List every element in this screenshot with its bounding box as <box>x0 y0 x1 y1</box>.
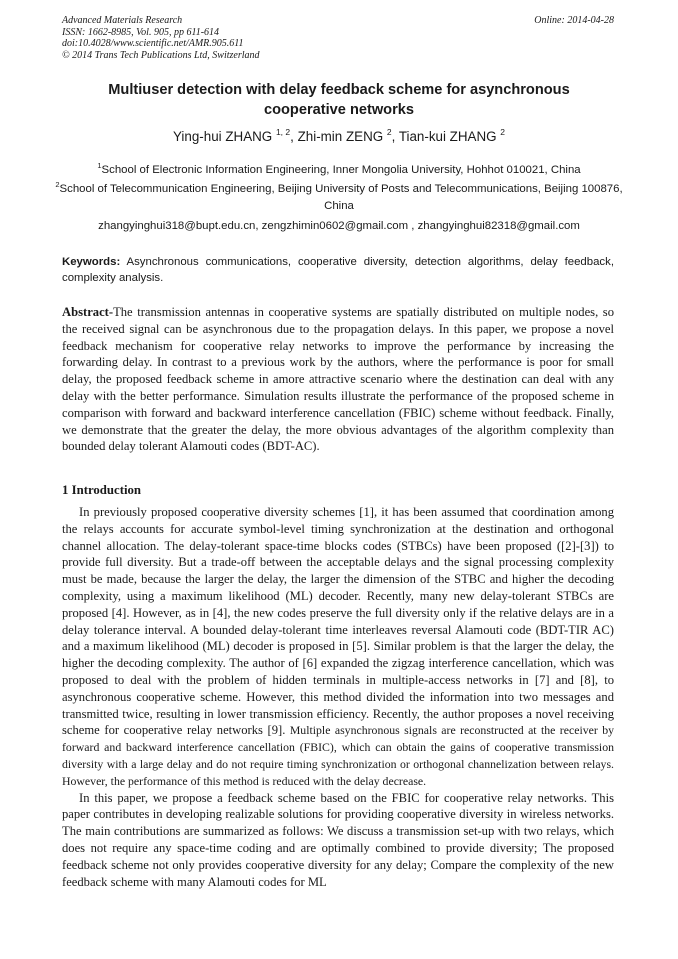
keywords-label: Keywords: <box>62 256 121 268</box>
affiliation-marker: 2 <box>55 180 60 189</box>
body-paragraph: In this paper, we propose a feedback scheme based on the FBIC for cooperative relay networks. This paper contributes in developing realizable solutions for providing cooperative diversity in wireless networks. The main contributions are summarized as follows: We discuss a transmission set-up with two relays, which does not require any space-time coding and are optimally combined to provide diversity; The proposed feedback scheme not only provides cooperative diversity for any delay; Compare the complexity of the new feedback scheme with many Alamouti codes for ML <box>62 790 614 889</box>
affiliation-1 <box>40 162 638 179</box>
body-paragraph <box>62 504 614 790</box>
author-name: Ying-hui ZHANG <box>173 129 276 144</box>
author-affiliation-marker: 2 <box>500 127 505 137</box>
publication-info <box>62 15 614 61</box>
keywords <box>62 255 614 286</box>
author-list <box>40 128 638 146</box>
affiliation-marker: 1 <box>97 161 102 170</box>
paragraph-text: Multiple asynchronous signals are reconstructed at the receiver by forward and backward interference cancellation (FBIC), which can obtain the gains of cooperative transmission diversity with a large delay and do not require timing synchronization or orthogonal channelization between relays. However, the performance of this method is reduced with the delay decrease. <box>62 723 614 788</box>
abstract <box>62 304 614 455</box>
abstract-text: The transmission antennas in cooperative systems are spatially distributed on multiple nodes, so the received signal can be asynchronous due to the propagation delays. In this paper, we propose a novel feedback mechanism for cooperative relay networks to improve the performance by increasing the forwarding delay. In contrast to a previous work by the authors, where the performance is poor for small delay, the proposed feedback scheme in amore attractive scenario where the destination can deal with any delay with the better performance. Simulation results illustrate the performance of the proposed scheme in comparison with forward and backward interference cancellation (FBIC) scheme without feedback. Finally, we demonstrate that the greater the delay, the more obvious advantages of the algorithm complexity than bounded delay tolerant Alamouti codes (BDT-AC). <box>62 305 614 454</box>
copyright-line: © 2014 Trans Tech Publications Ltd, Switzerland <box>62 49 260 61</box>
abstract-label: Abstract- <box>62 305 114 319</box>
keywords-text: Asynchronous communications, cooperative diversity, detection algorithms, delay feedback, complexity analysis. <box>62 256 614 284</box>
affiliation-text: School of Electronic Information Engineering, Inner Mongolia University, Hohhot 010021, China <box>101 164 581 176</box>
author-affiliation-marker: 1, 2 <box>275 127 291 137</box>
section-heading: 1 Introduction <box>62 483 142 497</box>
journal-name: Advanced Materials Research <box>62 15 183 26</box>
affiliation-2 <box>40 181 638 215</box>
issn-line: ISSN: 1662-8985, Vol. 905, pp 611-614 <box>62 26 220 38</box>
author-name: Tian-kui ZHANG <box>398 129 501 144</box>
author-separator: , <box>290 129 298 144</box>
author-affiliation-marker: 2 <box>386 127 392 137</box>
paper-title: Multiuser detection with delay feedback scheme for asynchronous cooperative networks <box>108 82 570 118</box>
affiliation-text: School of Telecommunication Engineering, Beijing University of Posts and Telecommunications, Beijing 100876, China <box>59 183 623 212</box>
author-emails: zhangyinghui318@bupt.edu.cn, zengzhimin0602@gmail.com , zhangyinghui82318@gmail.com <box>98 220 580 232</box>
section-body <box>62 504 614 890</box>
paragraph-text: In previously proposed cooperative diversity schemes [1], it has been assumed that coordination among the relays accounts for accurate symbol-level timing synchronization at the destination and orthogonal channel allocation. The delay-tolerant space-time blocks codes (STBCs) have been proposed ([2]-[3]) to provide full diversity. But a trade-off between the acceptable delays and the signal processing complexity must be made, because the larger the delay, the larger the dimension of the STBC and higher the decoding complexity, using a maximum likelihood (ML) decoder. Recently, many new delay-tolerant STBCs are proposed [4]. However, as in [4], the new codes preserve the full diversity only if the relative delays are in a delay tolerance interval. A bounded delay-tolerant time interleaves reversal Alamouti code (BDT-TIR AC) and a maximum likelihood (ML) decoder is proposed in [5]. Similar problem is that the larger the delay, the higher the decoding complexity. The author of [6] expanded the zigzag interference cancellation, which was proposed to deal with the problem of hidden terminals in multiple-access networks in [7] and [8], to asynchronous cooperative scheme. However, this method divided the information into two messages and transmitted twice, resulting in lower transmission efficiency. Recently, the author proposes a novel receiving scheme for cooperative relay networks [9]. <box>62 505 614 738</box>
running-header <box>62 15 614 61</box>
author-name: Zhi-min ZENG <box>297 129 387 144</box>
online-date: Online: 2014-04-28 <box>534 15 614 26</box>
doi-line: doi:10.4028/www.scientific.net/AMR.905.611 <box>62 38 244 49</box>
author-separator: , <box>391 129 399 144</box>
